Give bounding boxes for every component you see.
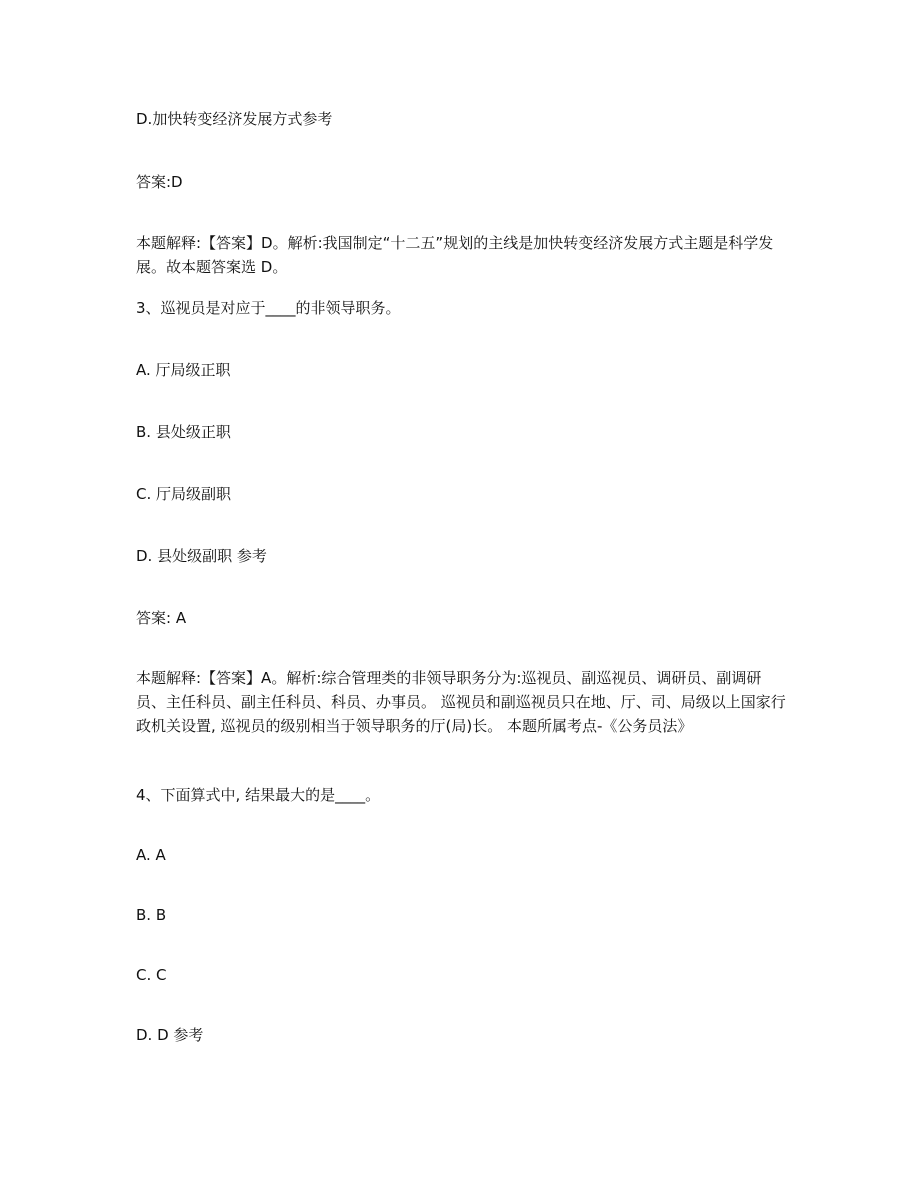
q4-option-d: D. D 参考 (136, 1026, 204, 1044)
q4-question: 4、下面算式中, 结果最大的是____。 (136, 786, 381, 804)
q3-question: 3、巡视员是对应于____的非领导职务。 (136, 299, 401, 317)
q3-option-d: D. 县处级副职 参考 (136, 547, 267, 565)
q3-answer: 答案: A (136, 609, 187, 627)
q3-option-a: A. 厅局级正职 (136, 361, 231, 379)
q4-option-c: C. C (136, 966, 167, 984)
q3-explanation: 本题解释:【答案】A。解析:综合管理类的非领导职务分为:巡视员、副巡视员、调研员、副调研员、主任科员、副主任科员、科员、办事员。 巡视员和副巡视员只在地、厅、司、局级以上国家行政机关设置, 巡视员的级别相当于领导职务的厅(局)长。 本题所属考点-《公务员法》 (136, 669, 786, 735)
q2-answer: 答案:D (136, 173, 183, 191)
q4-option-a: A. A (136, 846, 166, 864)
q2-explanation: 本题解释:【答案】D。解析:我国制定“十二五”规划的主线是加快转变经济发展方式主题是科学发展。故本题答案选 D。 (136, 234, 774, 276)
q3-option-c: C. 厅局级副职 (136, 485, 232, 503)
q4-option-b: B. B (136, 906, 167, 924)
q3-option-b: B. 县处级正职 (136, 423, 231, 441)
q2-option-d: D.加快转变经济发展方式参考 (136, 110, 333, 128)
